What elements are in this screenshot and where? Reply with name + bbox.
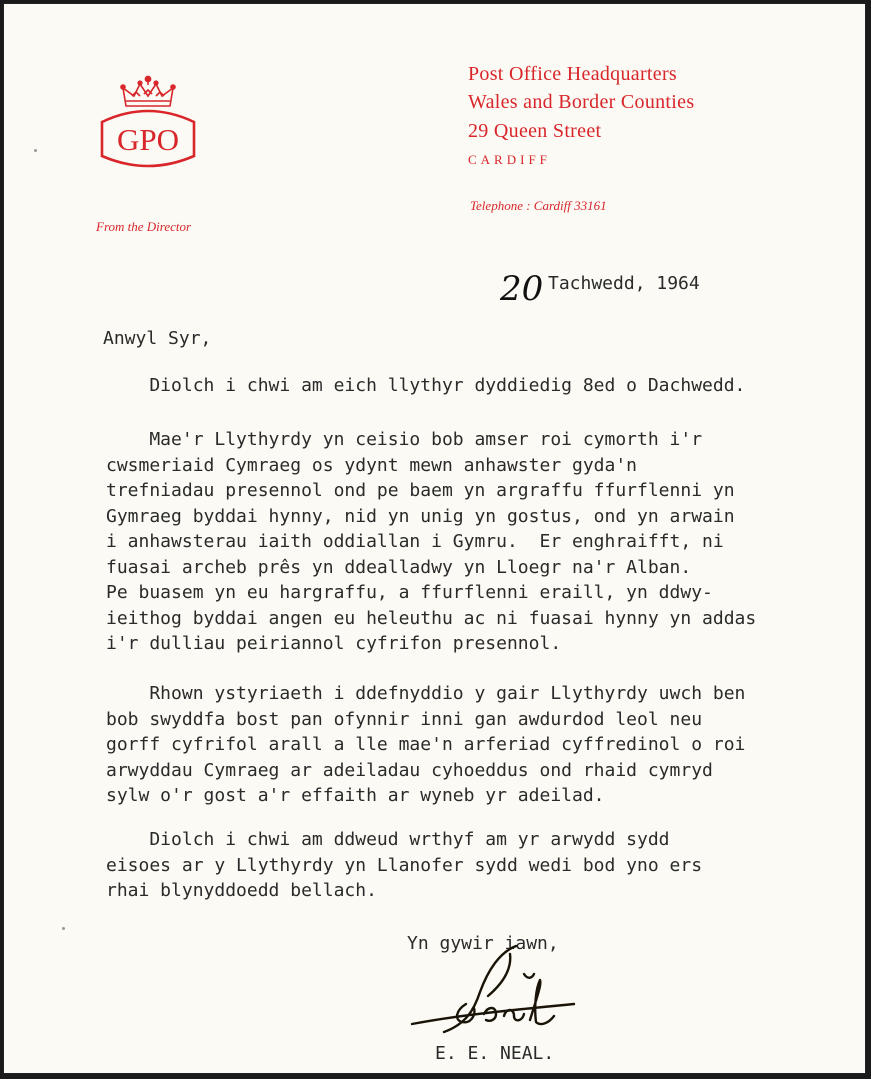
text-line: cwsmeriaid Cymraeg os ydynt mewn anhawster gyda'n bbox=[106, 454, 638, 476]
text-line: sylw o'r gost a'r effaith ar wyneb yr adeilad. bbox=[106, 785, 605, 806]
text-line: gorff cyfrifol arall a lle mae'n arferiad cyffredinol o roi bbox=[106, 734, 746, 755]
paper-speck bbox=[62, 927, 65, 930]
logo-text: GPO bbox=[116, 122, 180, 157]
text-line: ieithog byddai angen eu heleuthu ac ni fuasai hynny yn addas bbox=[106, 607, 757, 629]
closing: Yn gywir iawn, bbox=[407, 933, 559, 954]
address-line-1: Post Office Headquarters bbox=[468, 63, 677, 85]
signature-name: E. E. NEAL. bbox=[435, 1043, 555, 1064]
address-city: CARDIFF bbox=[468, 152, 551, 167]
salutation: Anwyl Syr, bbox=[103, 328, 212, 349]
text-line: Rhown ystyriaeth i ddefnyddio y gair Llythyrdy uwch ben bbox=[106, 683, 746, 704]
text-line: bob swyddfa bost pan ofynnir inni gan awdurdod leol neu bbox=[106, 708, 703, 730]
address-line-2: Wales and Border Counties bbox=[468, 91, 695, 113]
text-line: Diolch i chwi am ddweud wrthyf am yr arwydd sydd bbox=[106, 829, 670, 850]
letter-page bbox=[3, 3, 866, 1074]
text-line: i'r dulliau peiriannol cyfrifon presennol. bbox=[106, 633, 562, 654]
text-line: Gymraeg byddai hynny, nid yn unig yn gostus, ond yn arwain bbox=[106, 505, 735, 527]
from-the-director: From the Director bbox=[96, 219, 192, 234]
text-line: trefniadau presennol ond pe baem yn argraffu ffurflenni yn bbox=[106, 480, 735, 501]
telephone-line: Telephone : Cardiff 33161 bbox=[470, 198, 607, 213]
text-line: Mae'r Llythyrdy yn ceisio bob amser roi cymorth i'r bbox=[106, 429, 703, 450]
text-line: i anhawsterau iaith oddiallan i Gymru. Er enghraifft, ni bbox=[106, 531, 724, 552]
text-line: arwyddau Cymraeg ar adeiladau cyhoeddus ond rhaid cymryd bbox=[106, 759, 713, 781]
gpo-crown-logo bbox=[96, 70, 200, 172]
crown-icon bbox=[121, 76, 175, 106]
text-line: Pe buasem yn eu hargraffu, a ffurflenni eraill, yn ddwy- bbox=[106, 582, 713, 603]
text-line: Diolch i chwi am eich llythyr dyddiedig 8ed o Dachwedd. bbox=[106, 375, 746, 396]
text-line: fuasai archeb prês yn ddealladwy yn Lloegr na'r Alban. bbox=[106, 556, 692, 578]
handwritten-signature bbox=[404, 940, 594, 1046]
paper-speck bbox=[34, 149, 37, 152]
typed-date: Tachwedd, 1964 bbox=[548, 273, 700, 294]
text-line: rhai blynyddoedd bellach. bbox=[106, 880, 377, 901]
text-line: eisoes ar y Llythyrdy yn Llanofer sydd wedi bod yno ers bbox=[106, 854, 703, 876]
handwritten-day: 20 bbox=[500, 269, 544, 309]
address-line-3: 29 Queen Street bbox=[468, 120, 602, 142]
